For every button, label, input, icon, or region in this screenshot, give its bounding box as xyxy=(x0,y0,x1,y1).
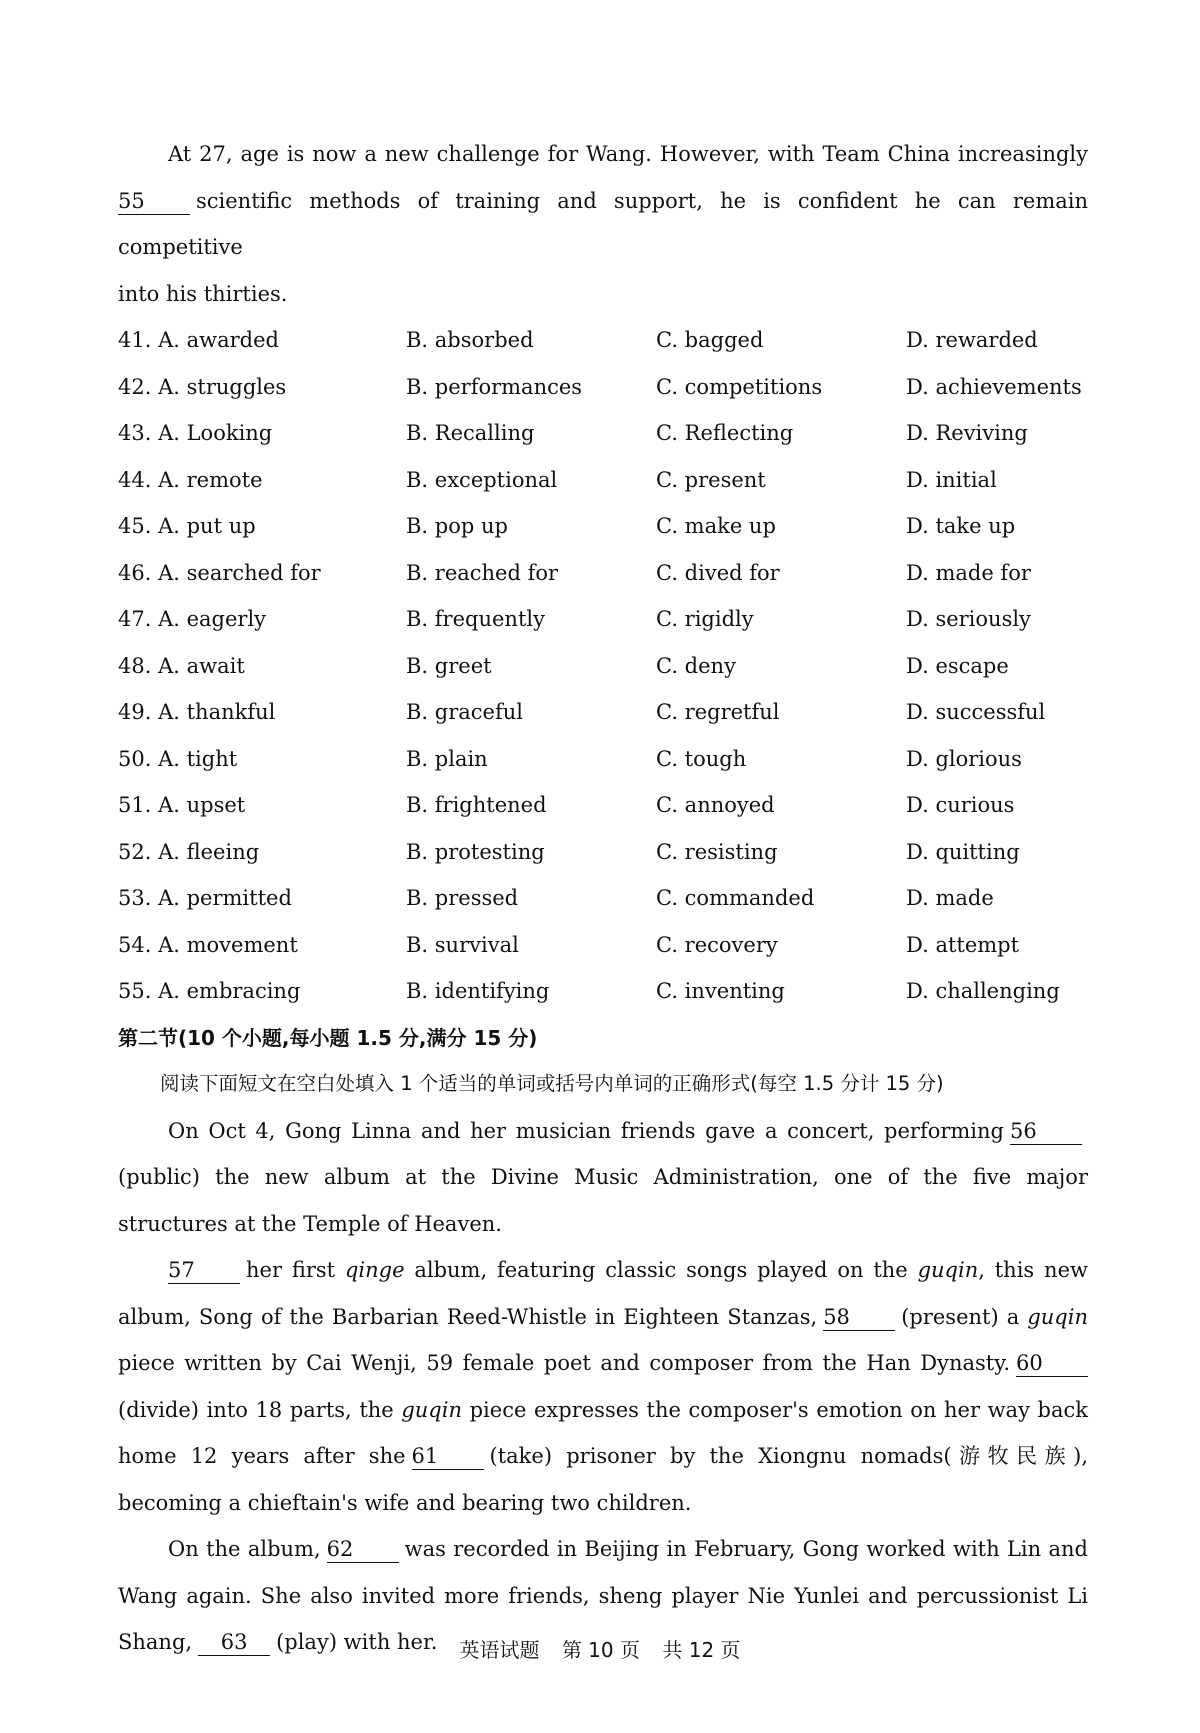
footer-total: 共 12 页 xyxy=(662,1638,741,1662)
option-text: D. quitting xyxy=(906,839,1020,864)
text: (public) the new album at the Divine Music Administration, one of the five major xyxy=(118,1165,1088,1189)
option-row xyxy=(118,922,1088,969)
paragraph-3-line xyxy=(118,1573,1088,1620)
option-text: C. competitions xyxy=(656,374,823,399)
option-d[interactable] xyxy=(906,793,1088,817)
option-c[interactable] xyxy=(656,514,906,538)
option-b[interactable] xyxy=(406,421,656,445)
option-c[interactable] xyxy=(656,840,906,864)
paragraph-2-line xyxy=(118,1433,1088,1480)
option-text: C. resisting xyxy=(656,839,778,864)
option-text: C. inventing xyxy=(656,979,785,1004)
option-b[interactable] xyxy=(406,607,656,631)
option-text: A. Looking xyxy=(158,421,273,446)
option-row xyxy=(118,503,1088,550)
option-a[interactable] xyxy=(118,561,406,585)
option-row xyxy=(118,968,1088,1015)
passage-line xyxy=(118,131,1088,178)
passage-line xyxy=(118,178,1088,271)
option-row xyxy=(118,596,1088,643)
option-b[interactable] xyxy=(406,886,656,910)
paragraph-1-line xyxy=(118,1154,1088,1201)
option-b[interactable] xyxy=(406,654,656,678)
option-text: C. dived for xyxy=(656,560,780,585)
option-a[interactable] xyxy=(118,328,406,352)
option-text: A. put up xyxy=(158,514,256,539)
question-number: 50. xyxy=(118,746,152,771)
option-text: A. awarded xyxy=(158,328,279,353)
text: into his thirties. xyxy=(118,281,288,306)
text: piece written by Cai Wenji, 59 female poet and composer from the Han Dynasty. xyxy=(118,1351,1010,1375)
option-text: D. escape xyxy=(906,653,1009,678)
option-text: C. recovery xyxy=(656,932,778,957)
option-text: B. exceptional xyxy=(406,467,558,492)
text: (present) a xyxy=(901,1304,1020,1329)
option-row xyxy=(118,643,1088,690)
option-b[interactable] xyxy=(406,747,656,771)
question-number: 45. xyxy=(118,514,152,539)
option-text: A. remote xyxy=(158,467,263,492)
text: (take) prisoner by the Xiongnu nomads(游牧民族), xyxy=(489,1444,1088,1468)
paragraph-2-line xyxy=(118,1247,1088,1294)
option-d[interactable] xyxy=(906,700,1088,724)
option-text: D. challenging xyxy=(906,979,1060,1004)
option-c[interactable] xyxy=(656,979,906,1003)
option-text: C. make up xyxy=(656,514,776,539)
option-d[interactable] xyxy=(906,375,1088,399)
option-text: D. attempt xyxy=(906,932,1020,957)
option-a[interactable] xyxy=(118,793,406,817)
option-text: B. frequently xyxy=(406,607,545,632)
option-c[interactable] xyxy=(656,700,906,724)
option-c[interactable] xyxy=(656,468,906,492)
page-footer xyxy=(0,1634,1200,1663)
text-italic: guqin xyxy=(917,1258,979,1282)
option-text: A. searched for xyxy=(158,560,321,585)
option-text: C. commanded xyxy=(656,886,815,911)
option-text: D. Reviving xyxy=(906,421,1028,446)
option-a[interactable] xyxy=(118,700,406,724)
option-text: A. struggles xyxy=(158,374,287,399)
option-b[interactable] xyxy=(406,328,656,352)
option-b[interactable] xyxy=(406,840,656,864)
option-c[interactable] xyxy=(656,654,906,678)
text: On Oct 4, Gong Linna and her musician friends gave a concert, performing xyxy=(168,1118,1004,1143)
text: (divide) into 18 parts, the xyxy=(118,1397,394,1422)
option-text: C. annoyed xyxy=(656,793,775,818)
option-text: B. graceful xyxy=(406,700,523,725)
option-b[interactable] xyxy=(406,468,656,492)
paragraph-1-line xyxy=(118,1108,1088,1155)
page-content xyxy=(118,131,1088,1666)
blank-57[interactable]: 57 xyxy=(168,1257,240,1284)
text-italic: guqin xyxy=(1027,1304,1088,1329)
option-text: B. Recalling xyxy=(406,421,535,446)
text: scientific methods of training and support, he is confident he can remain competitive xyxy=(118,188,1088,259)
option-d[interactable] xyxy=(906,421,1088,445)
option-c[interactable] xyxy=(656,933,906,957)
option-text: B. survival xyxy=(406,932,519,957)
option-d[interactable] xyxy=(906,747,1088,771)
option-a[interactable] xyxy=(118,654,406,678)
blank-56[interactable]: 56 xyxy=(1010,1118,1082,1145)
paragraph-2-line xyxy=(118,1387,1088,1434)
option-c[interactable] xyxy=(656,421,906,445)
text: becoming a chieftain's wife and bearing two children. xyxy=(118,1490,692,1515)
option-text: C. present xyxy=(656,467,766,492)
blank-63[interactable]: 63 xyxy=(198,1629,270,1656)
option-d[interactable] xyxy=(906,514,1088,538)
text: Shang, xyxy=(118,1630,193,1654)
option-text: D. seriously xyxy=(906,607,1031,632)
option-d[interactable] xyxy=(906,468,1088,492)
option-text: A. permitted xyxy=(158,886,292,911)
text: album, Song of the Barbarian Reed-Whistle in Eighteen Stanzas, xyxy=(118,1304,818,1329)
option-c[interactable] xyxy=(656,375,906,399)
question-number: 53. xyxy=(118,886,152,911)
option-b[interactable] xyxy=(406,979,656,1003)
paragraph-2-line xyxy=(118,1294,1088,1341)
question-number: 47. xyxy=(118,607,152,632)
option-b[interactable] xyxy=(406,700,656,724)
option-text: A. embracing xyxy=(158,979,301,1004)
option-text: B. pressed xyxy=(406,886,519,911)
option-b[interactable] xyxy=(406,514,656,538)
question-number: 51. xyxy=(118,793,152,818)
option-text: D. achievements xyxy=(906,374,1082,399)
option-c[interactable] xyxy=(656,561,906,585)
option-text: C. Reflecting xyxy=(656,421,794,446)
options-list xyxy=(118,317,1088,1015)
blank-62[interactable]: 62 xyxy=(327,1536,399,1563)
option-text: D. initial xyxy=(906,467,997,492)
text-italic: guqin xyxy=(401,1397,462,1422)
option-c[interactable] xyxy=(656,886,906,910)
option-d[interactable] xyxy=(906,933,1088,957)
option-row xyxy=(118,457,1088,504)
option-text: B. pop up xyxy=(406,514,508,539)
option-text: C. deny xyxy=(656,653,736,678)
option-d[interactable] xyxy=(906,979,1088,1003)
footer-subject: 英语试题 xyxy=(459,1638,540,1662)
option-text: A. fleeing xyxy=(158,839,260,864)
question-number: 54. xyxy=(118,932,152,957)
option-c[interactable] xyxy=(656,747,906,771)
option-d[interactable] xyxy=(906,840,1088,864)
blank-61[interactable]: 61 xyxy=(412,1443,484,1470)
blank-58[interactable]: 58 xyxy=(823,1304,895,1331)
option-d[interactable] xyxy=(906,886,1088,910)
text: album, featuring classic songs played on the xyxy=(414,1258,908,1282)
option-text: B. performances xyxy=(406,374,583,399)
text: was recorded in Beijing in February, Gong worked with Lin and xyxy=(404,1537,1088,1561)
question-number: 49. xyxy=(118,700,152,725)
option-c[interactable] xyxy=(656,793,906,817)
option-d[interactable] xyxy=(906,607,1088,631)
question-number: 52. xyxy=(118,839,152,864)
option-row xyxy=(118,689,1088,736)
option-text: D. rewarded xyxy=(906,328,1038,353)
option-a[interactable] xyxy=(118,468,406,492)
option-text: B. protesting xyxy=(406,839,545,864)
option-b[interactable] xyxy=(406,375,656,399)
question-number: 42. xyxy=(118,374,152,399)
text: On the album, xyxy=(168,1537,321,1561)
option-row xyxy=(118,829,1088,876)
option-a[interactable] xyxy=(118,933,406,957)
option-a[interactable] xyxy=(118,421,406,445)
paragraph-2-line xyxy=(118,1340,1088,1387)
option-text: C. regretful xyxy=(656,700,780,725)
option-row xyxy=(118,782,1088,829)
question-number: 55. xyxy=(118,979,152,1004)
option-row xyxy=(118,550,1088,597)
blank-60[interactable]: 60 xyxy=(1016,1350,1088,1377)
blank-55[interactable]: 55 xyxy=(118,188,190,215)
section-heading: 第二节(10 个小题,每小题 1.5 分,满分 15 分) xyxy=(118,1025,538,1050)
option-text: D. glorious xyxy=(906,746,1022,771)
text: structures at the Temple of Heaven. xyxy=(118,1211,502,1236)
option-text: B. frightened xyxy=(406,793,547,818)
option-text: A. eagerly xyxy=(158,607,267,632)
option-text: B. plain xyxy=(406,746,488,771)
option-text: A. tight xyxy=(158,746,238,771)
option-d[interactable] xyxy=(906,328,1088,352)
option-d[interactable] xyxy=(906,561,1088,585)
option-row xyxy=(118,364,1088,411)
option-b[interactable] xyxy=(406,561,656,585)
question-number: 44. xyxy=(118,467,152,492)
question-number: 43. xyxy=(118,421,152,446)
paragraph-1-line xyxy=(118,1201,1088,1248)
option-text: B. greet xyxy=(406,653,492,678)
text: At 27, age is now a new challenge for Wang. However, with Team China increasingly xyxy=(168,142,1088,166)
text: (play) with her. xyxy=(276,1630,438,1654)
option-b[interactable] xyxy=(406,793,656,817)
option-text: D. made xyxy=(906,886,994,911)
option-row xyxy=(118,736,1088,783)
option-text: B. absorbed xyxy=(406,328,534,353)
option-a[interactable] xyxy=(118,840,406,864)
passage-line xyxy=(118,271,1088,318)
text-italic: qinge xyxy=(344,1258,405,1282)
text: Wang again. She also invited more friends, sheng player Nie Yunlei and percussionist Li xyxy=(118,1583,1088,1608)
text: her first xyxy=(246,1258,336,1282)
option-text: D. successful xyxy=(906,700,1046,725)
option-text: D. made for xyxy=(906,560,1031,585)
option-a[interactable] xyxy=(118,979,406,1003)
text: , this new xyxy=(978,1258,1088,1282)
option-text: A. await xyxy=(158,653,245,678)
option-a[interactable] xyxy=(118,514,406,538)
option-a[interactable] xyxy=(118,886,406,910)
option-text: D. take up xyxy=(906,514,1016,539)
text: home 12 years after she xyxy=(118,1444,406,1468)
option-text: A. upset xyxy=(158,793,246,818)
option-row xyxy=(118,410,1088,457)
option-row xyxy=(118,317,1088,364)
option-text: D. curious xyxy=(906,793,1015,818)
option-c[interactable] xyxy=(656,607,906,631)
question-number: 41. xyxy=(118,328,152,353)
option-b[interactable] xyxy=(406,933,656,957)
option-text: C. rigidly xyxy=(656,607,754,632)
option-c[interactable] xyxy=(656,328,906,352)
text: piece expresses the composer's emotion on her way back xyxy=(469,1397,1088,1422)
option-text: C. tough xyxy=(656,746,747,771)
option-d[interactable] xyxy=(906,654,1088,678)
section-instruction: 阅读下面短文在空白处填入 1 个适当的单词或括号内单词的正确形式(每空 1.5 分计 15 分) xyxy=(160,1072,944,1095)
option-a[interactable] xyxy=(118,375,406,399)
footer-page: 第 10 页 xyxy=(561,1638,640,1662)
option-text: B. reached for xyxy=(406,560,559,585)
paragraph-3-line xyxy=(118,1526,1088,1573)
option-text: C. bagged xyxy=(656,328,764,353)
option-a[interactable] xyxy=(118,607,406,631)
option-text: A. thankful xyxy=(158,700,276,725)
question-number: 46. xyxy=(118,560,152,585)
option-a[interactable] xyxy=(118,747,406,771)
paragraph-2-line xyxy=(118,1480,1088,1527)
option-text: B. identifying xyxy=(406,979,550,1004)
question-number: 48. xyxy=(118,653,152,678)
option-row xyxy=(118,875,1088,922)
option-text: A. movement xyxy=(158,932,298,957)
